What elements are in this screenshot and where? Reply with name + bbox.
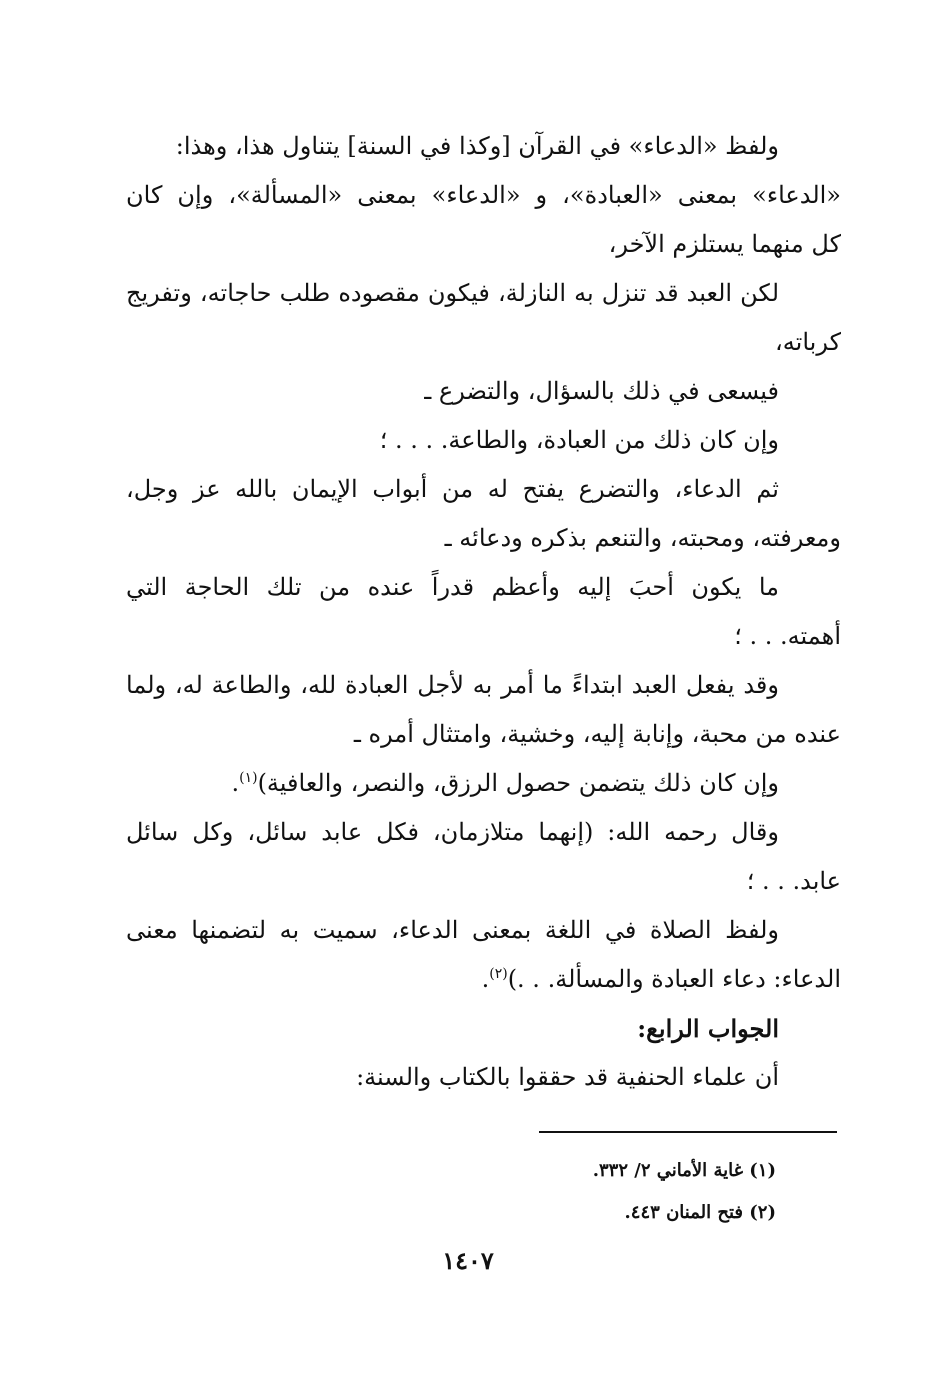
footnote-item: (٢) فتح المنان ٤٤٣. <box>624 1202 776 1223</box>
footnote-item: (١) غاية الأماني ٢/ ٣٣٢. <box>592 1160 776 1181</box>
line-text: وإن كان ذلك من العبادة، والطاعة. . . . ؛ <box>379 426 779 454</box>
text-line <box>126 612 841 661</box>
text-line <box>126 563 841 612</box>
body-text <box>126 122 841 1102</box>
line-text: كل منهما يستلزم الآخر، <box>608 230 841 258</box>
text-line <box>126 318 841 367</box>
footnote-reference: (١) <box>239 770 258 786</box>
line-text: وقد يفعل العبد ابتداءً ما أمر به لأجل العبادة لله، والطاعة له، ولما <box>126 671 779 699</box>
line-text: لكن العبد قد تنزل به النازلة، فيكون مقصوده طلب حاجاته، وتفريج <box>126 279 779 307</box>
text-line <box>126 514 841 563</box>
line-text: فيسعى في ذلك بالسؤال، والتضرع ـ <box>424 377 779 405</box>
line-text: ولفظ الصلاة في اللغة بمعنى الدعاء، سميت به لتضمنها معنى <box>126 916 779 944</box>
text-line <box>126 906 841 955</box>
line-text: عابد. . . ؛ <box>746 867 841 895</box>
text-line <box>126 367 841 416</box>
line-text: وقال رحمه الله: (إنهما متلازمان، فكل عابد سائل، وكل سائل <box>126 818 779 846</box>
line-text: ولفظ «الدعاء» في القرآن [وكذا في السنة] يتناول هذا، وهذا: <box>175 132 779 160</box>
text-line <box>126 955 841 1004</box>
footnote-separator <box>539 1131 837 1133</box>
line-text: أن علماء الحنفية قد حققوا بالكتاب والسنة: <box>356 1063 779 1091</box>
text-line <box>126 269 841 318</box>
line-text: وإن كان ذلك يتضمن حصول الرزق، والنصر، والعافية) <box>257 769 779 797</box>
section-heading <box>126 1004 841 1053</box>
text-line <box>126 220 841 269</box>
text-line <box>126 857 841 906</box>
line-text: الدعاء: دعاء العبادة والمسألة. . .) <box>507 965 841 993</box>
text-line <box>126 759 841 808</box>
line-text: كرباته، <box>775 328 841 356</box>
text-line <box>126 171 841 220</box>
text-line <box>126 416 841 465</box>
line-text: ومعرفته، ومحبته، والتنعم بذكره ودعائه ـ <box>444 524 841 552</box>
footnote-reference: (٢) <box>489 966 508 982</box>
line-text: ما يكون أحبَ إليه وأعظم قدراً عنده من تلك الحاجة التي <box>126 573 779 601</box>
page-number: ١٤٠٧ <box>442 1246 494 1275</box>
line-punctuation: . <box>231 769 240 797</box>
text-line <box>126 710 841 759</box>
line-punctuation: . <box>481 965 490 993</box>
line-text: الجواب الرابع: <box>637 1014 779 1043</box>
footnotes <box>276 1150 776 1234</box>
text-line <box>126 808 841 857</box>
line-text: «الدعاء» بمعنى «العبادة»، و «الدعاء» بمعنى «المسألة»، وإن كان <box>126 181 841 209</box>
text-line <box>126 465 841 514</box>
line-text: أهمته. . . ؛ <box>734 622 841 650</box>
line-text: ثم الدعاء، والتضرع يفتح له من أبواب الإيمان بالله عز وجل، <box>126 475 779 503</box>
text-line <box>126 661 841 710</box>
text-line <box>126 1053 841 1102</box>
line-text: عنده من محبة، وإنابة إليه، وخشية، وامتثال أمره ـ <box>353 720 841 748</box>
text-line <box>126 122 841 171</box>
